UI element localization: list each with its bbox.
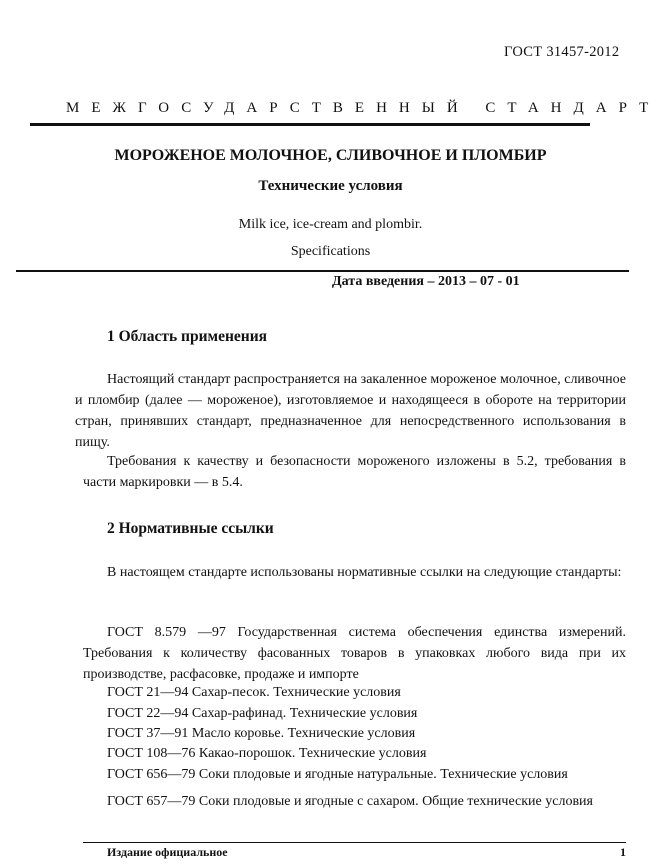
reference-item: ГОСТ 37—91 Масло коровье. Технические условия [107, 726, 416, 741]
reference-item: ГОСТ 22—94 Сахар-рафинад. Технические условия [107, 706, 418, 721]
section-heading-references: 2 Нормативные ссылки [107, 520, 274, 537]
document-code: ГОСТ 31457-2012 [504, 44, 620, 60]
reference-item: ГОСТ 657—79 Соки плодовые и ягодные с сахаром. Общие технические условия [107, 794, 593, 809]
reference-item: ГОСТ 108—76 Какао-порошок. Технические условия [107, 746, 427, 761]
scope-paragraph: Настоящий стандарт распространяется на закаленное мороженое молочное, сливочное и пломбир (далее — мороженое), изготовляемое и находящееся в обороте на территории стран, принявших стандарт, предназначенное для непосредственного использования в пищу. [75, 372, 626, 450]
requirements-paragraph: Требования к качеству и безопасности мороженого изложены в 5.2, требования в части маркировки — в 5.4. [83, 454, 626, 490]
interstate-standard-label: МЕЖГОСУДАРСТВЕННЫЙ СТАНДАРТ [66, 100, 661, 116]
section-heading-scope: 1 Область применения [107, 328, 268, 345]
introduction-date: Дата введения – 2013 – 07 - 01 [332, 274, 520, 289]
footer-divider [83, 842, 626, 843]
english-title: Milk ice, ice-cream and plombir. [238, 217, 423, 232]
document-title: МОРОЖЕНОЕ МОЛОЧНОЕ, СЛИВОЧНОЕ И ПЛОМБИР [114, 147, 547, 164]
title-divider [16, 270, 629, 272]
reference-item: ГОСТ 656—79 Соки плодовые и ягодные натуральные. Технические условия [107, 767, 568, 782]
references-intro: В настоящем стандарте использованы нормативные ссылки на следующие стандарты: [107, 565, 622, 580]
document-subtitle: Технические условия [258, 178, 403, 194]
top-divider [30, 123, 590, 126]
official-edition-label: Издание официальное [107, 845, 228, 859]
reference-item: ГОСТ 8.579 —97 Государственная система обеспечения единства измерений. Требования к количеству фасованных товаров в упаковках любого вида при их производстве, расфасовке, продаже и импорте [83, 625, 626, 682]
reference-item: ГОСТ 21—94 Сахар-песок. Технические условия [107, 685, 401, 700]
english-subtitle: Specifications [290, 244, 371, 259]
page-number: 1 [620, 845, 626, 859]
